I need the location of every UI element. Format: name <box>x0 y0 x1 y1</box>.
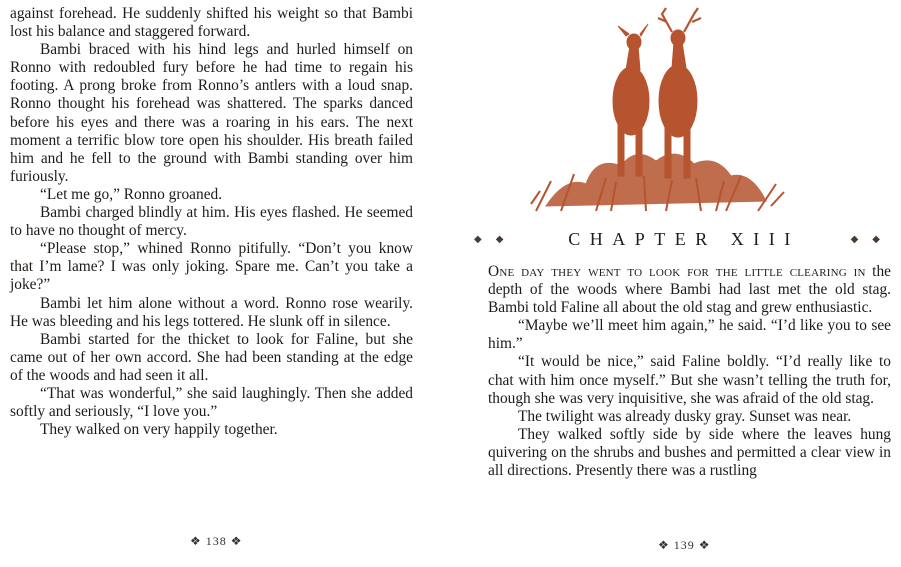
paragraph: Bambi started for the thicket to look for Faline, but she came out of her own accord. She had been standing at the edge of the woods and had seen it all. <box>10 330 413 384</box>
chapter-title: CHAPTER XIII <box>568 229 800 249</box>
paragraph: They walked on very happily together. <box>40 421 278 439</box>
diamond-ornament-icon: ◆◆ <box>474 234 518 245</box>
two-deer-illustration-icon <box>526 6 786 216</box>
page-number-left: ❖ 138 ❖ <box>190 534 243 548</box>
page-number-right: ❖ 139 ❖ <box>658 538 711 552</box>
diamond-ornament-icon: ❖ <box>190 534 202 548</box>
paragraph: Bambi braced with his hind legs and hurled himself on Ronno with redoubled fury before he had time to regain his footing. A prong broke from Ronno’s antlers with a loud snap. Ronno thought his forehead was shattered. The sparks danced before his eyes and there was a roaring in his ears. The next moment a terrific blow tore open his shoulder. His breath failed him and he fell to the ground with Bambi standing over him furiously. <box>10 41 413 185</box>
right-page <box>450 0 901 567</box>
diamond-ornament-icon: ❖ <box>230 534 243 548</box>
right-page-text <box>488 263 891 480</box>
diamond-ornament-icon: ❖ <box>698 538 711 552</box>
paragraph: Bambi let him alone without a word. Ronno rose wearily. He was bleeding and his legs tottered. He slunk off in silence. <box>10 294 413 330</box>
paragraph: “That was wonderful,” she said laughingly. Then she added softly and seriously, “I love you.” <box>10 384 413 421</box>
diamond-ornament-icon: ◆◆ <box>850 234 894 245</box>
paragraph: They walked softly side by side where the leaves hung quivering on the shrubs and bushes and permitted a clear view in all directions. Presently there was a rustling <box>488 425 891 480</box>
paragraph: “Let me go,” Ronno groaned. <box>40 185 223 203</box>
chapter-heading <box>474 229 894 250</box>
paragraph-continuation: the depth of the woods where Bambi had last met the old stag. Bambi told Faline all about the old stag and grew enthusiastic. <box>488 263 891 317</box>
left-page-text <box>10 5 413 439</box>
paragraph: “Maybe we’ll meet him again,” he said. “I’d like you to see him.” <box>488 317 891 353</box>
opening-small-caps: One day they went to look for the little clearing in <box>488 263 866 280</box>
left-page <box>0 0 450 567</box>
paragraph: against forehead. He suddenly shifted his weight so that Bambi lost his balance and staggered forward. <box>10 5 413 41</box>
paragraph: “It would be nice,” said Faline boldly. “I’d really like to chat with him once myself.” But she wasn’t telling the truth for, though she was very inquisitive, she was afraid of the old stag. <box>488 353 891 407</box>
paragraph: The twilight was already dusky gray. Sunset was near. <box>518 407 852 425</box>
diamond-ornament-icon: ❖ <box>658 538 670 552</box>
paragraph <box>488 263 891 317</box>
paragraph: Bambi charged blindly at him. His eyes flashed. He seemed to have no thought of mercy. <box>10 204 413 240</box>
paragraph: “Please stop,” whined Ronno pitifully. “Don’t you know that I’m lame? I was only joking. Spare me. Can’t you take a joke?” <box>10 240 413 294</box>
